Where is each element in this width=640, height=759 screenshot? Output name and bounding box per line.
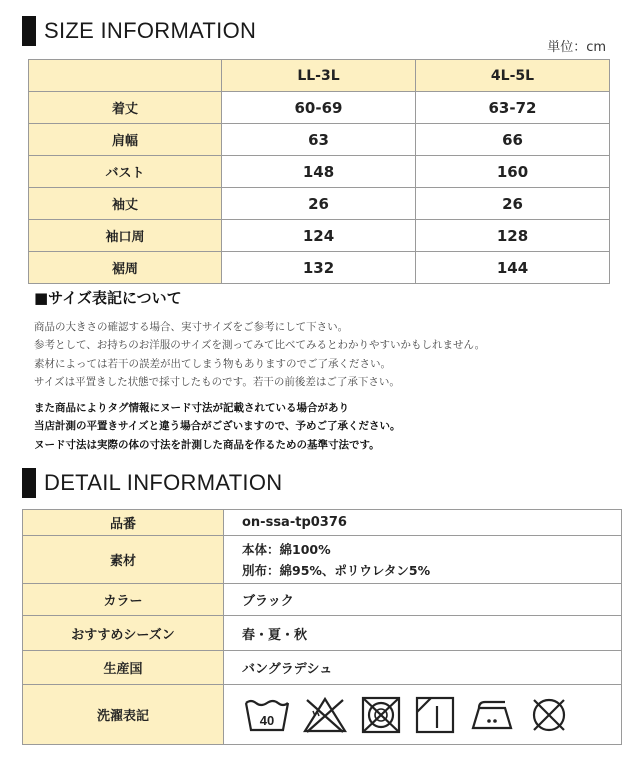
- size-row-label: 裾周: [29, 252, 222, 284]
- size-cell: 144: [416, 252, 610, 284]
- detail-label: 生産国: [23, 651, 224, 685]
- size-cell: 60-69: [222, 92, 416, 124]
- note-line: 素材によっては若干の誤差が出てしまう物もありますのでご了承ください。: [34, 357, 391, 370]
- note-line: 商品の大きさの確認する場合、実寸サイズをご参考にして下さい。: [34, 321, 349, 333]
- detail-label: カラー: [23, 584, 224, 616]
- detail-row-material: [23, 536, 622, 584]
- unit-label: 単位：cm: [547, 40, 606, 55]
- size-notes-title: ■サイズ表記について: [34, 289, 182, 307]
- detail-row-origin: [23, 651, 622, 685]
- size-row-label: 袖口周: [29, 220, 222, 252]
- note-line: サイズは平置きした状態で採寸したものです。若干の前後差はご了承下さい。: [34, 375, 400, 388]
- section-bar: [22, 468, 36, 498]
- iron-low-icon: [467, 694, 515, 736]
- size-table-row: [29, 92, 610, 124]
- care-symbols: [224, 685, 622, 745]
- size-row-label: 袖丈: [29, 188, 222, 220]
- color-value: ブラック: [224, 584, 622, 616]
- bold-note-line: また商品によりタグ情報にヌード寸法が記載されている場合があり: [34, 402, 349, 414]
- size-section-header: [22, 16, 256, 46]
- note-line: 参考として、お持ちのお洋服のサイズを測ってみて比べてみるとわかりやすいかもしれません。: [34, 339, 486, 352]
- detail-table: [22, 509, 622, 745]
- size-cell: 63: [222, 124, 416, 156]
- material-line: 本体：綿100%: [242, 541, 331, 557]
- size-cell: 148: [222, 156, 416, 188]
- size-cell: 128: [416, 220, 610, 252]
- detail-row-care: [23, 685, 622, 745]
- line-dry-shade-icon: [413, 694, 457, 736]
- size-cell: 124: [222, 220, 416, 252]
- size-table: [28, 59, 610, 284]
- size-cell: 132: [222, 252, 416, 284]
- size-table-row: [29, 252, 610, 284]
- size-table-row: [29, 156, 610, 188]
- detail-label: 洗濯表記: [23, 685, 224, 745]
- size-column-header: 4L-5L: [416, 60, 610, 92]
- detail-row-product-no: [23, 510, 622, 536]
- season-value: 春・夏・秋: [224, 616, 622, 651]
- size-column-header: LL-3L: [222, 60, 416, 92]
- size-notes: [34, 318, 485, 391]
- size-table-row: [29, 124, 610, 156]
- size-cell: 26: [222, 188, 416, 220]
- detail-label: おすすめシーズン: [23, 616, 224, 651]
- material-line: 別布：綿95%、ポリウレタン5%: [242, 562, 431, 578]
- size-cell: 66: [416, 124, 610, 156]
- product-number: on-ssa-tp0376: [224, 510, 622, 536]
- size-section-title: SIZE INFORMATION: [44, 18, 257, 43]
- size-cell: 26: [416, 188, 610, 220]
- size-table-row: [29, 188, 610, 220]
- size-cell: 160: [416, 156, 610, 188]
- nude-size-notes: [34, 399, 400, 454]
- section-bar: [22, 16, 36, 46]
- wash-temp: 40: [259, 712, 275, 728]
- detail-row-season: [23, 616, 622, 651]
- no-bleach-icon: [301, 694, 349, 736]
- detail-section-header: [22, 468, 282, 498]
- bold-note-line: ヌード寸法は実際の体の寸法を計測した商品を作るための基準寸法です。: [34, 438, 380, 451]
- size-row-label: 着丈: [29, 92, 222, 124]
- size-cell: 63-72: [416, 92, 610, 124]
- size-table-header-row: [29, 60, 610, 92]
- detail-label: 素材: [23, 536, 224, 584]
- size-row-label: バスト: [29, 156, 222, 188]
- no-tumble-dry-icon: [359, 694, 403, 736]
- detail-row-color: [23, 584, 622, 616]
- detail-label: 品番: [23, 510, 224, 536]
- detail-section-title: DETAIL INFORMATION: [44, 470, 283, 495]
- size-table-corner: [29, 60, 222, 92]
- material-value: [224, 536, 622, 584]
- size-table-row: [29, 220, 610, 252]
- size-row-label: 肩幅: [29, 124, 222, 156]
- no-dry-clean-icon: [525, 694, 573, 736]
- bold-note-line: 当店計測の平置きサイズと違う場合がございますので、予めご了承ください。: [34, 420, 401, 433]
- wash-40-tub-icon: [243, 694, 291, 736]
- origin-value: バングラデシュ: [224, 651, 622, 685]
